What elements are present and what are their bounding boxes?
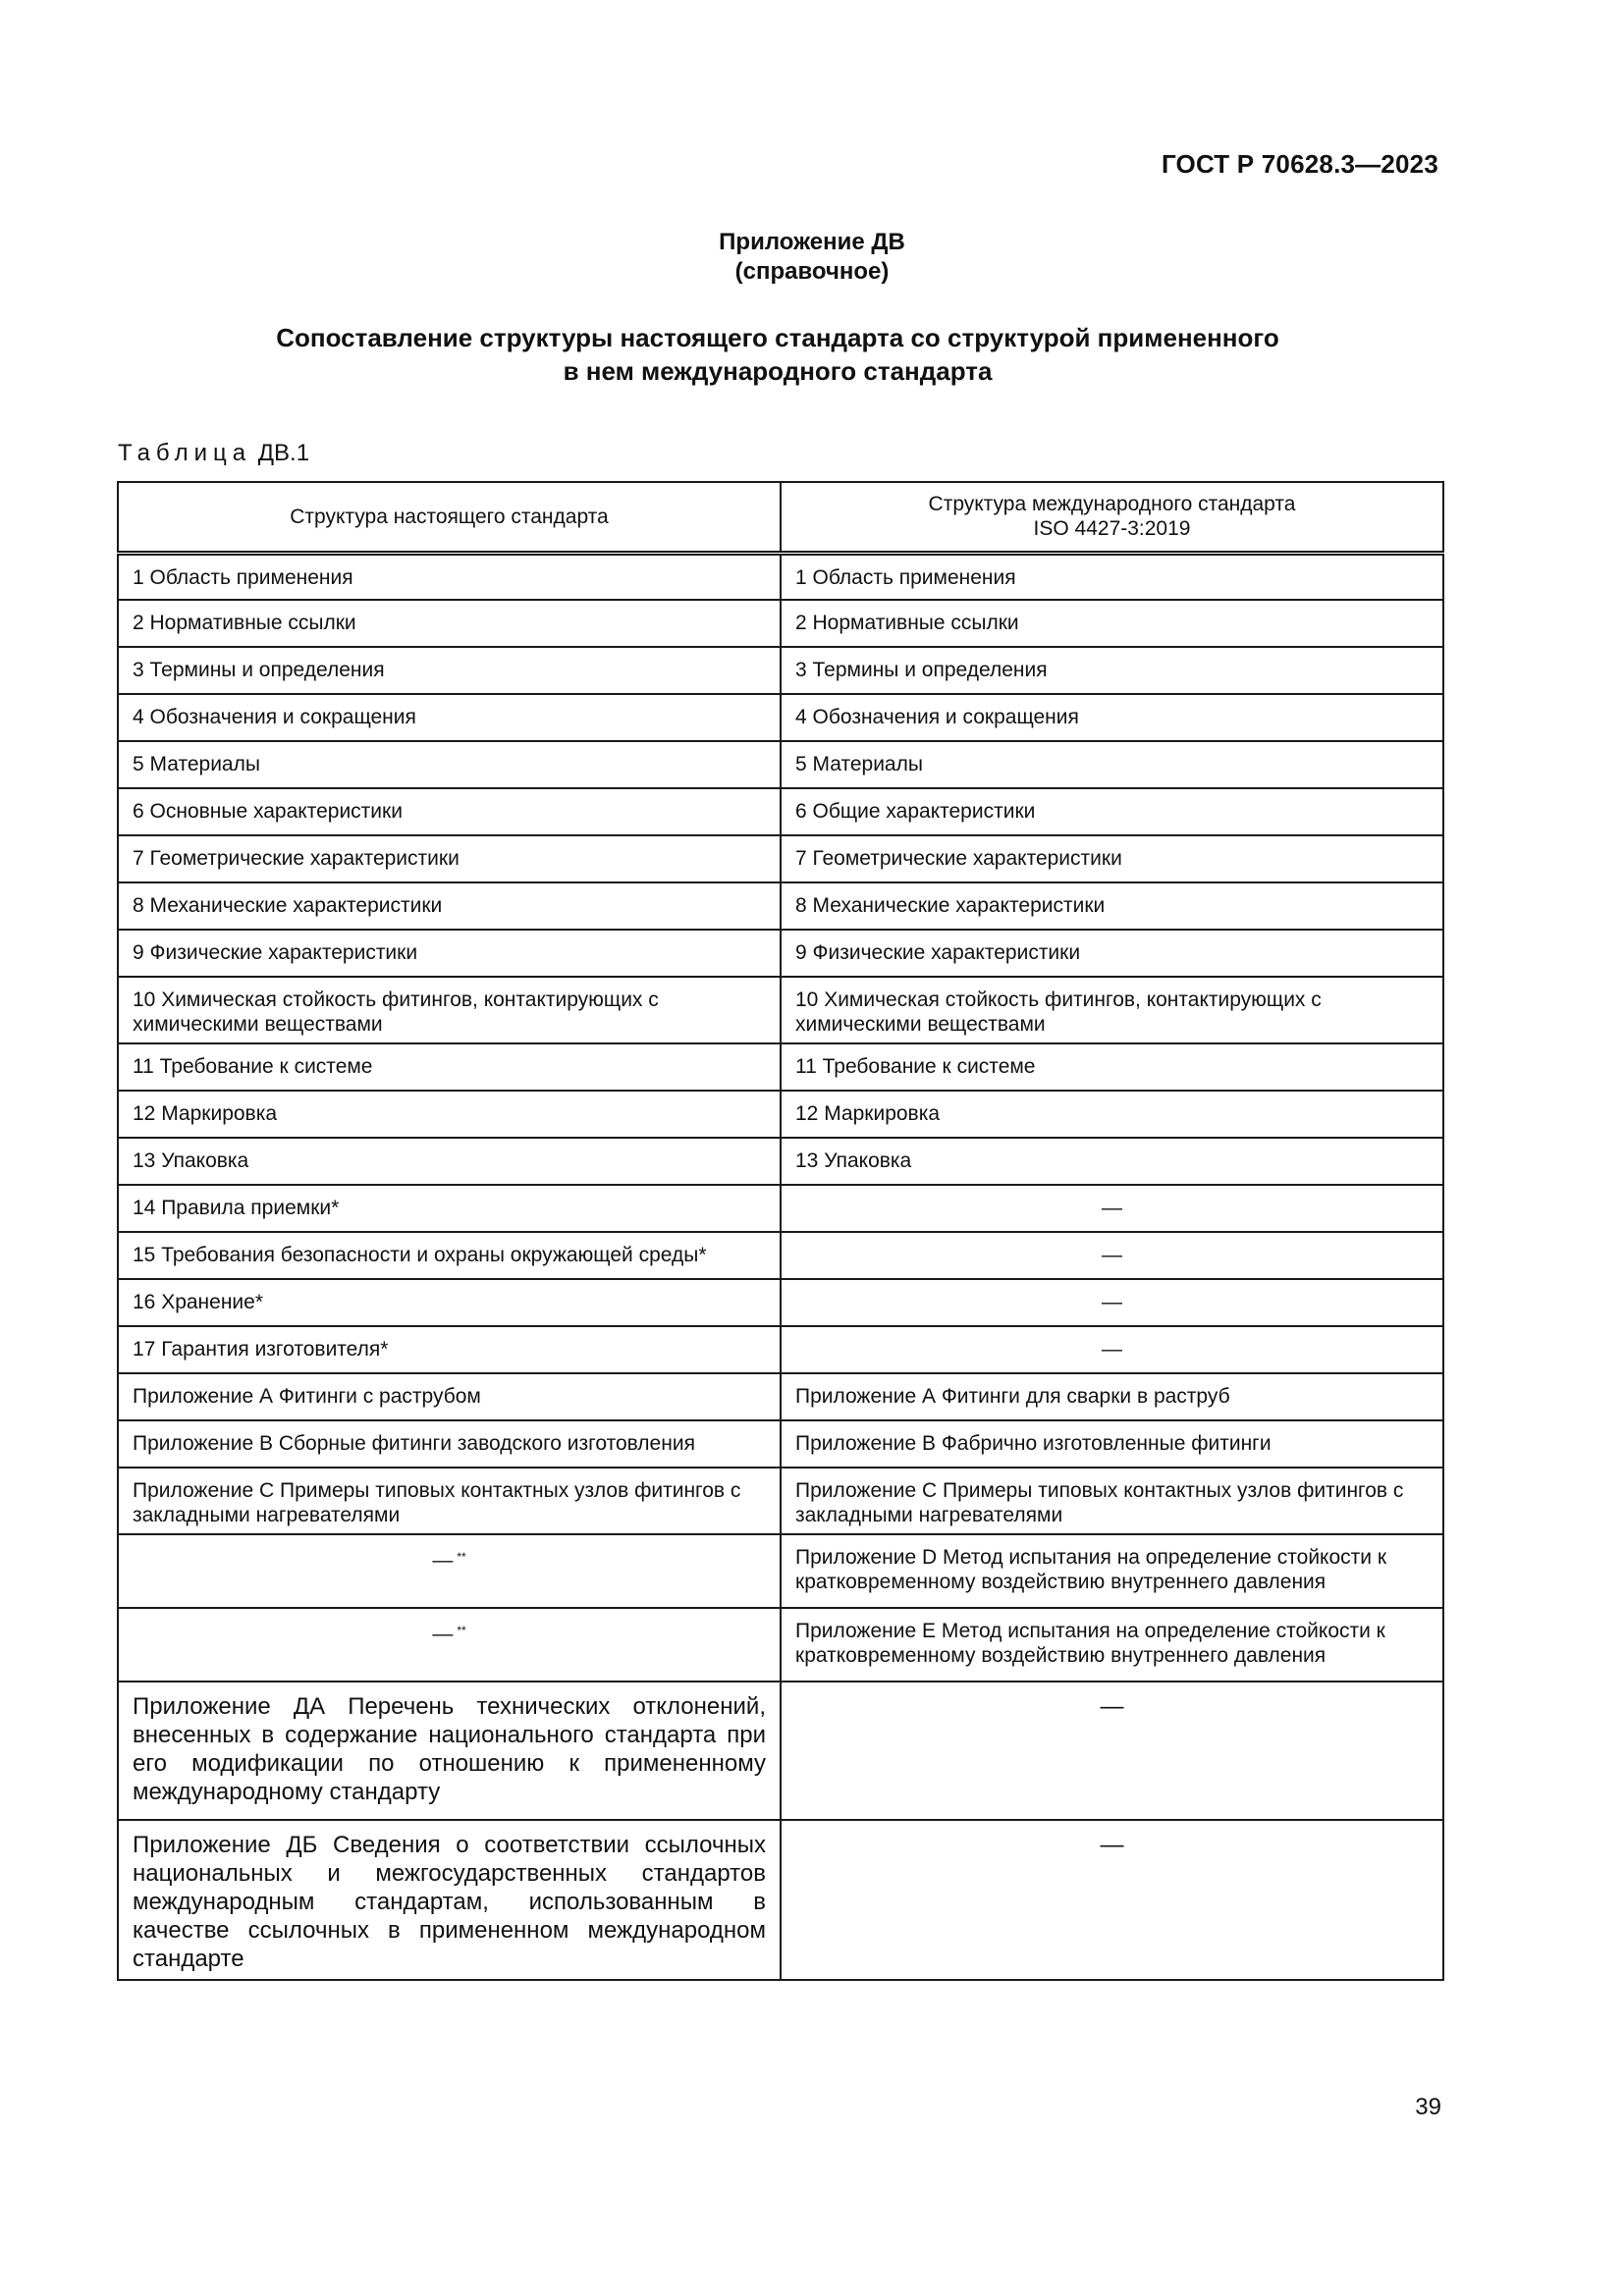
cell-national: 1 Область применения (118, 553, 781, 600)
table-row (118, 600, 1443, 647)
cell-international: 10 Химическая стойкость фитингов, контактирующих с химическими веществами (781, 977, 1443, 1043)
cell-international: 11 Требование к системе (781, 1043, 1443, 1091)
table-row (118, 788, 1443, 835)
table-row (118, 835, 1443, 882)
cell-national: 12 Маркировка (118, 1091, 781, 1138)
table-row (118, 1608, 1443, 1682)
cell-international: 6 Общие характеристики (781, 788, 1443, 835)
dash-value: — (432, 1623, 454, 1645)
cell-international: Приложение А Фитинги для сварки в раструб (781, 1373, 1443, 1420)
table-row (118, 1820, 1443, 1980)
cell-international: — (781, 1232, 1443, 1279)
cell-international: 1 Область применения (781, 553, 1443, 600)
table-row (118, 741, 1443, 788)
table-row (118, 1232, 1443, 1279)
cell-international: 12 Маркировка (781, 1091, 1443, 1138)
cell-national: Приложение С Примеры типовых контактных узлов фитингов с закладными нагревателями (118, 1468, 781, 1534)
cell-national (118, 1608, 781, 1682)
table-row (118, 1091, 1443, 1138)
document-title (0, 321, 1555, 388)
col-header-international-line2: ISO 4427-3:2019 (1033, 517, 1191, 541)
annex-subtitle: (справочное) (734, 258, 890, 285)
table-row (118, 647, 1443, 694)
annex-title: Приложение ДВ (719, 229, 905, 255)
table-row (118, 977, 1443, 1043)
cell-international: 7 Геометрические характеристики (781, 835, 1443, 882)
cell-national: 8 Механические характеристики (118, 882, 781, 930)
cell-national: Приложение ДА Перечень технических отклонений, внесенных в содержание национального стандарта при его модификации по отношению к примененному международному стандарту (118, 1682, 781, 1820)
table-caption-id: ДВ.1 (257, 440, 310, 466)
page-number: 39 (1415, 2094, 1441, 2120)
table-row (118, 1279, 1443, 1326)
cell-national: 16 Хранение* (118, 1279, 781, 1326)
cell-international: 3 Термины и определения (781, 647, 1443, 694)
cell-national: 9 Физические характеристики (118, 930, 781, 977)
footnote-mark: ** (457, 1550, 466, 1564)
cell-national: Приложение ДБ Сведения о соответствии ссылочных национальных и межгосударственных стандартов международным стандартам, использованным в качестве ссылочных в примененном международном стандарте (118, 1820, 781, 1980)
table-row (118, 930, 1443, 977)
table-row (118, 1534, 1443, 1608)
cell-national: 11 Требование к системе (118, 1043, 781, 1091)
cell-international: — (781, 1279, 1443, 1326)
cell-international: Приложение С Примеры типовых контактных узлов фитингов с закладными нагревателями (781, 1468, 1443, 1534)
cell-national (118, 1534, 781, 1608)
cell-national: 10 Химическая стойкость фитингов, контактирующих с химическими веществами (118, 977, 781, 1043)
table-row (118, 1185, 1443, 1232)
table-row (118, 882, 1443, 930)
cell-international: 2 Нормативные ссылки (781, 600, 1443, 647)
table-caption-word: Таблица (118, 440, 252, 466)
cell-national: 7 Геометрические характеристики (118, 835, 781, 882)
col-header-national: Структура настоящего стандарта (118, 482, 781, 553)
cell-national: 2 Нормативные ссылки (118, 600, 781, 647)
col-header-international-line1: Структура международного стандарта (928, 493, 1296, 516)
annex-heading (0, 228, 1624, 287)
cell-national: 15 Требования безопасности и охраны окружающей среды* (118, 1232, 781, 1279)
table-caption (118, 440, 309, 467)
table-row (118, 1138, 1443, 1185)
cell-international: — (781, 1185, 1443, 1232)
cell-national: Приложение А Фитинги с раструбом (118, 1373, 781, 1420)
table-header-row (118, 482, 1443, 553)
cell-international: 9 Физические характеристики (781, 930, 1443, 977)
table-row (118, 1326, 1443, 1373)
cell-international: — (781, 1682, 1443, 1820)
table-row (118, 1420, 1443, 1468)
cell-national: 13 Упаковка (118, 1138, 781, 1185)
table-row (118, 1043, 1443, 1091)
table-row (118, 694, 1443, 741)
table-row (118, 553, 1443, 600)
cell-national: 14 Правила приемки* (118, 1185, 781, 1232)
document-title-line2: в нем международного стандарта (563, 356, 993, 386)
table-row (118, 1468, 1443, 1534)
cell-international: 4 Обозначения и сокращения (781, 694, 1443, 741)
standard-code: ГОСТ Р 70628.3—2023 (1161, 149, 1438, 179)
cell-international: 5 Материалы (781, 741, 1443, 788)
cell-international: — (781, 1326, 1443, 1373)
cell-national: Приложение В Сборные фитинги заводского изготовления (118, 1420, 781, 1468)
table-row (118, 1373, 1443, 1420)
cell-international: 8 Механические характеристики (781, 882, 1443, 930)
cell-international: Приложение D Метод испытания на определение стойкости к кратковременному воздействию внутреннего давления (781, 1534, 1443, 1608)
cell-national: 5 Материалы (118, 741, 781, 788)
footnote-mark: ** (457, 1624, 466, 1637)
cell-international: Приложение В Фабрично изготовленные фитинги (781, 1420, 1443, 1468)
cell-national: 4 Обозначения и сокращения (118, 694, 781, 741)
cell-national: 17 Гарантия изготовителя* (118, 1326, 781, 1373)
structure-comparison-table (117, 481, 1444, 1981)
cell-international: Приложение Е Метод испытания на определение стойкости к кратковременному воздействию внутреннего давления (781, 1608, 1443, 1682)
cell-national: 3 Термины и определения (118, 647, 781, 694)
cell-international: 13 Упаковка (781, 1138, 1443, 1185)
col-header-international (781, 482, 1443, 553)
dash-value: — (432, 1549, 454, 1572)
document-title-line1: Сопоставление структуры настоящего стандарта со структурой примененного (276, 323, 1279, 352)
cell-international: — (781, 1820, 1443, 1980)
table-row (118, 1682, 1443, 1820)
cell-national: 6 Основные характеристики (118, 788, 781, 835)
